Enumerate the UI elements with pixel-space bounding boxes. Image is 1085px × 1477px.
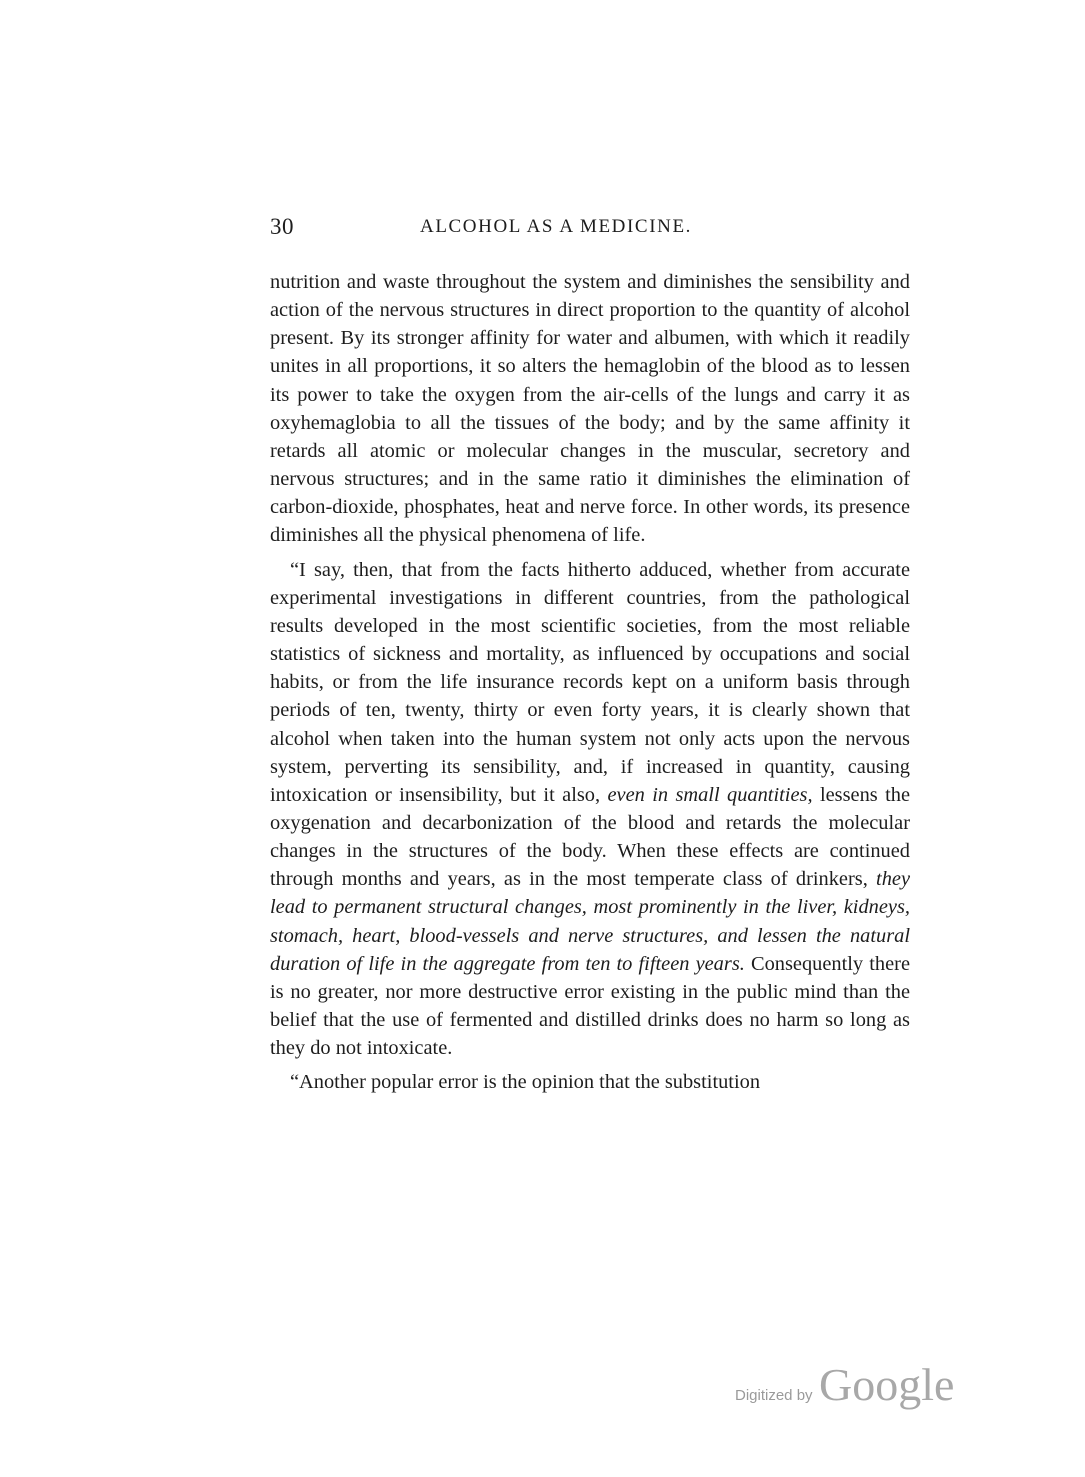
page-number: 30 bbox=[270, 214, 294, 239]
text-segment: lessens the oxygenation and decarbonization of the blood and retards the molecular changes in the structures of the body. When these effects are continued through months and years, as in the most temperate class of drinkers, bbox=[270, 783, 911, 891]
text-segment: “Another popular error is the opinion that the substitution bbox=[290, 1071, 761, 1094]
italic-segment: they lead to permanent structural changes, most prominently in the liver, kidneys, stomach, heart, blood-vessels and nerve structures, and lessen the natural duration of life in the aggregate from ten to fifteen years. bbox=[270, 868, 910, 975]
text-segment: Consequently there is no greater, nor more destructive error existing in the public mind than the belief that the use of fermented and distilled drinks does no harm so long as they do not intoxicate. bbox=[270, 952, 910, 1060]
page-header bbox=[270, 214, 910, 244]
paragraph-2 bbox=[270, 556, 910, 1063]
italic-segment: even in small quantities, bbox=[607, 783, 813, 806]
paragraph-3 bbox=[270, 1068, 910, 1096]
google-logo: Google bbox=[819, 1359, 955, 1410]
digitized-watermark bbox=[735, 1358, 954, 1408]
paragraph-1 bbox=[270, 268, 910, 550]
running-title: ALCOHOL AS A MEDICINE. bbox=[420, 216, 693, 237]
text-segment: nutrition and waste throughout the system and diminishes the sensibility and action of the nervous structures in direct proportion to the quantity of alcohol present. By its stronger affinity for water and albumen, with which it readily unites in all proportions, it so alters the hemaglobin of the blood as to lessen its power to take the oxygen from the air-cells of the lungs and carry it as oxyhemaglobia to all the tissues of the body; and by the same affinity it retards all atomic or molecular changes in the muscular, secretory and nervous structures; and in the same ratio it diminishes the elimination of carbon-dioxide, phosphates, heat and nerve force. In other words, its presence diminishes all the physical phenomena of life. bbox=[270, 271, 910, 547]
body-text bbox=[270, 268, 910, 1097]
text-segment: “I say, then, that from the facts hitherto adduced, whether from accurate experimental investigations in different countries, from the pathological results developed in the most scientific societies, from the most reliable statistics of sickness and mortality, as influenced by occupations and social habits, or from the life insurance records kept on a uniform basis through periods of ten, twenty, thirty or even forty years, it is clearly shown that alcohol when taken into the human system not only acts upon the nervous system, perverting its sensibility, and, if increased in quantity, causing intoxication or insensibility, but it also, bbox=[270, 558, 910, 806]
watermark-prefix: Digitized by bbox=[735, 1387, 813, 1404]
